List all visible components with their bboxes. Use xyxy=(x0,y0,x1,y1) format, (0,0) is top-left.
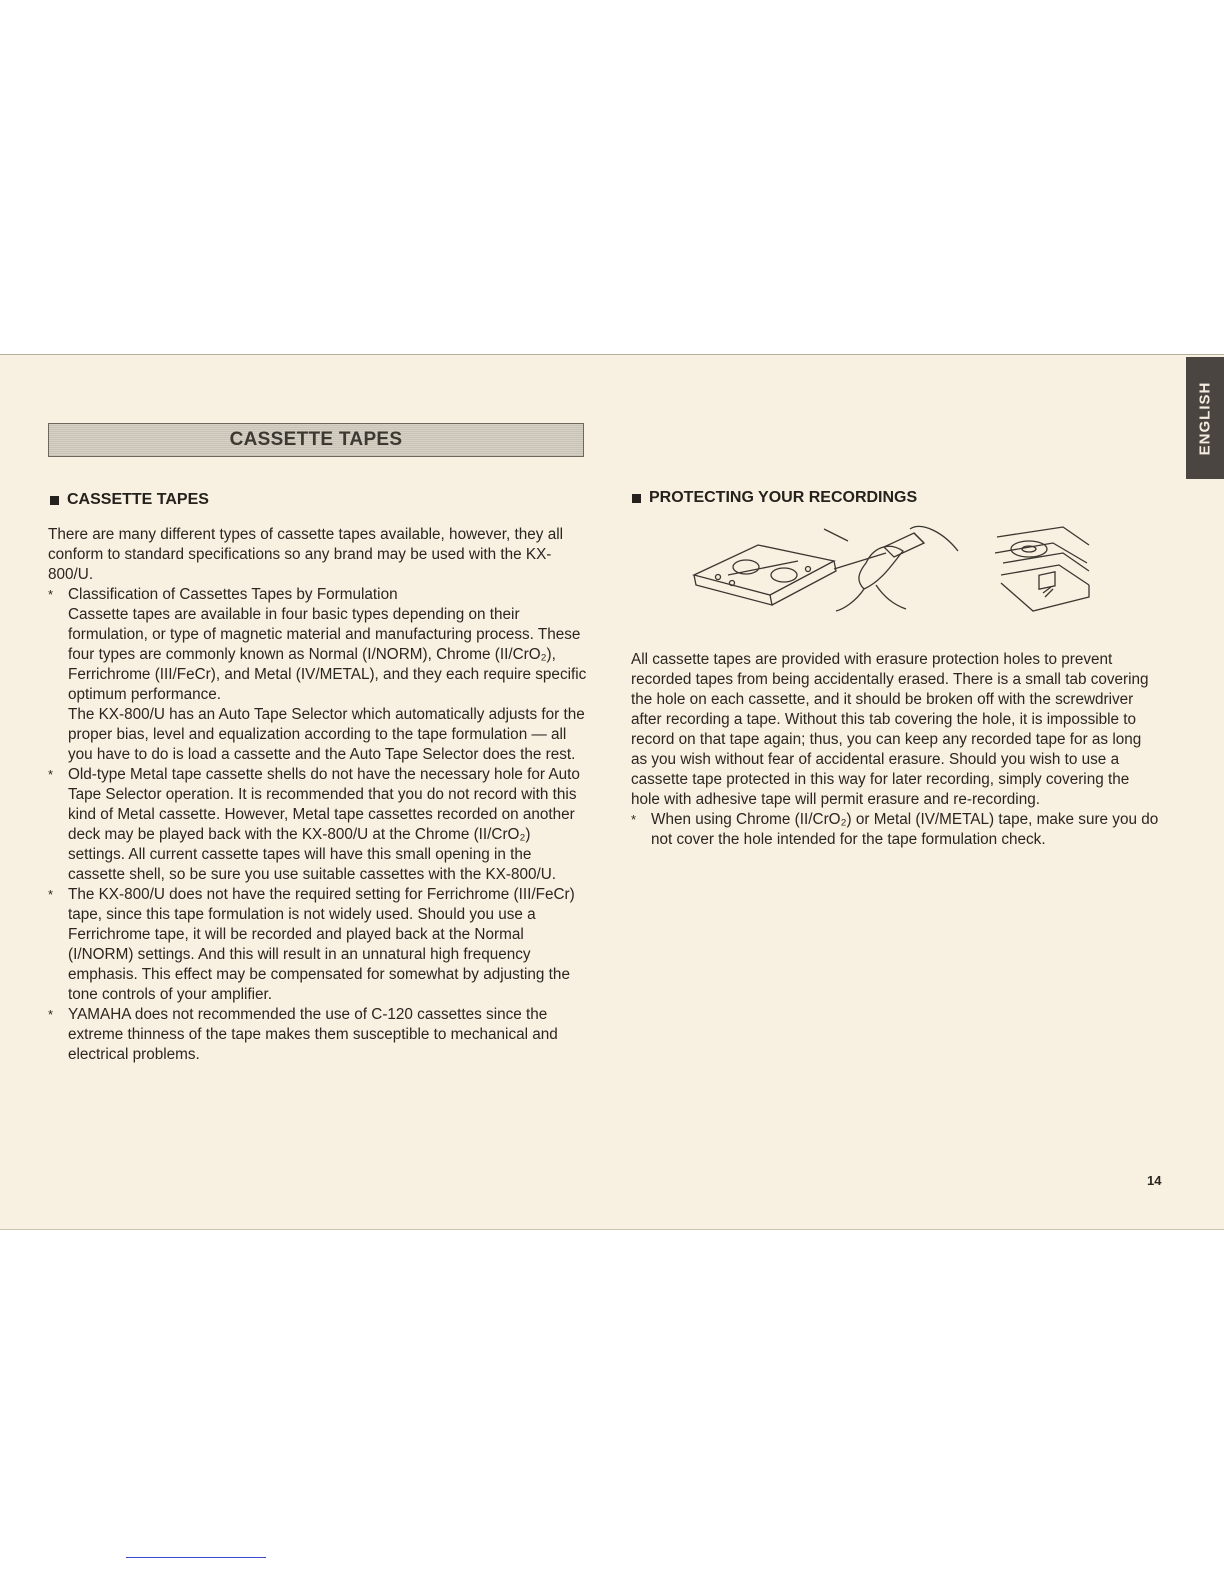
intro-paragraph: There are many different types of cassette tapes available, however, they all conform to standard specifications so any brand may be used with the KX-800/U. xyxy=(48,526,563,583)
page-number: 14 xyxy=(1147,1173,1162,1188)
left-heading xyxy=(50,491,209,509)
left-column xyxy=(48,525,588,1065)
bullet-item xyxy=(48,1005,588,1065)
language-tab xyxy=(1186,357,1224,479)
bullet-item xyxy=(48,765,588,885)
bullet-paragraph: Cassette tapes are available in four basic types depending on their formulation, or type of magnetic material and manufacturing process. These four types are commonly known as Normal (I/NORM), Chrome (II/CrO₂), Ferrichrome (III/FeCr), and Metal (IV/METAL), and they each require specific optimum performance. xyxy=(68,606,587,703)
language-tab-label: ENGLISH xyxy=(1196,381,1214,455)
cassette-screwdriver-illustration xyxy=(688,523,968,623)
asterisk-icon: * xyxy=(48,887,54,902)
bullet-text: Classification of Cassettes Tapes by Formulation xyxy=(68,586,398,603)
heading-square-icon xyxy=(50,496,59,505)
manual-page xyxy=(0,354,1224,1230)
right-heading xyxy=(632,489,917,507)
bullet-text: YAMAHA does not recommended the use of C-120 cassettes since the extreme thinness of the tape makes them susceptible to mechanical and electrical problems. xyxy=(68,1006,558,1063)
right-column xyxy=(631,650,1161,850)
footer-rule xyxy=(126,1557,266,1558)
asterisk-icon: * xyxy=(48,1007,54,1022)
bullet-text: Old-type Metal tape cassette shells do not have the necessary hole for Auto Tape Selector operation. It is recommended that you do not record with this kind of Metal cassette. However, Metal tape cassettes recorded on another deck may be played back with the KX-800/U at the Chrome (II/CrO₂) settings. All current cassette tapes will have this small opening in the cassette shell, so be sure you use suitable cassettes with the KX-800/U. xyxy=(68,766,580,883)
bullet-item xyxy=(48,885,588,1005)
cassette-tab-illustration xyxy=(993,523,1093,617)
section-title-box xyxy=(48,423,584,457)
section-title: CASSETTE TAPES xyxy=(229,429,403,450)
bullet-paragraph: The KX-800/U has an Auto Tape Selector which automatically adjusts for the proper bias, level and equalization according to the tape formulation — all you have to do is load a cassette and the Auto Tape Selector does the rest. xyxy=(68,706,585,763)
bullet-item xyxy=(48,585,588,765)
left-heading-text: CASSETTE TAPES xyxy=(67,491,209,508)
bullet-text: When using Chrome (II/CrO₂) or Metal (IV/METAL) tape, make sure you do not cover the hole intended for the tape formulation check. xyxy=(651,811,1159,848)
heading-square-icon xyxy=(632,494,641,503)
bullet-text: The KX-800/U does not have the required setting for Ferrichrome (III/FeCr) tape, since this tape formulation is not widely used. Should you use a Ferrichrome tape, it will be recorded and played back at the Normal (I/NORM) settings. And this will result in an unnatural high frequency emphasis. This effect may be compensated for somewhat by adjusting the tone controls of your amplifier. xyxy=(68,886,575,1003)
right-heading-text: PROTECTING YOUR RECORDINGS xyxy=(649,489,918,506)
asterisk-icon: * xyxy=(48,587,54,602)
asterisk-icon: * xyxy=(48,767,54,782)
bullet-item xyxy=(631,810,1161,850)
protection-paragraph: All cassette tapes are provided with erasure protection holes to prevent recorded tapes from being accidentally erased. There is a small tab covering the hole on each cassette, and it should be broken off with the screwdriver after recording a tape. Without this tab covering the hole, it is impossible to record on that tape again; thus, you can keep any recorded tape for as long as you wish without fear of accidental erasure. Should you wish to use a cassette tape protected in this way for later recording, simply covering the hole with adhesive tape will permit erasure and re-recording. xyxy=(631,651,1149,808)
asterisk-icon: * xyxy=(631,812,637,827)
